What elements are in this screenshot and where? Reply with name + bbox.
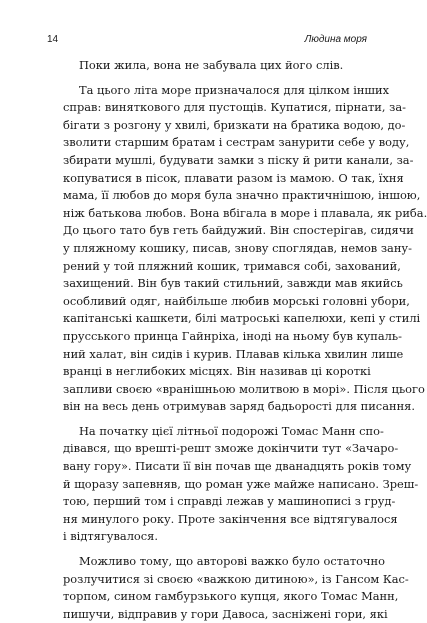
paragraph <box>63 553 409 623</box>
text-line: прусського принца Гайнріха, іноді на ньому був купаль- <box>63 328 402 343</box>
text-line: й щоразу запевняв, що роман уже майже написано. Зреш- <box>63 476 419 491</box>
text-line: копуватися в пісок, плавати разом із мамою. О так, їхня <box>63 170 404 185</box>
body-text <box>63 57 427 623</box>
text-line: дівався, що врешті-решт зможе докінчити тут «Зачаро- <box>63 441 399 456</box>
text-line: тою, перший том і справді лежав у машинописі з груд- <box>63 494 396 509</box>
page-number: 14 <box>47 34 59 45</box>
text-line: рений у той пляжний кошик, тримався собі, захований, <box>63 258 401 273</box>
text-line: захищений. Він був такий стильний, завжди мав якийсь <box>63 276 403 291</box>
text-line: він на весь день отримував заряд бадьорості для писання. <box>63 399 415 414</box>
paragraph <box>63 82 427 416</box>
text-line: На початку цієї літньої подорожі Томас Манн спо- <box>79 423 384 438</box>
text-line: Та цього літа море призначалося для цілком інших <box>79 82 390 97</box>
text-line: пишучи, відправив у гори Давоса, засніжені гори, які <box>63 606 388 621</box>
page-header <box>47 33 367 47</box>
text-line: бігати з розгону у хвилі, бризкати на братика водою, до- <box>63 117 406 132</box>
text-line: особливий одяг, найбільше любив морські головні убори, <box>63 293 410 308</box>
text-line: ня минулого року. Проте закінчення все відтягувалося <box>63 511 398 526</box>
paragraph <box>63 57 368 75</box>
text-line: мама, її любов до моря була значно практичнішою, іншою, <box>63 188 421 203</box>
text-line: вану гору». Писати її він почав ще дванадцять років тому <box>63 459 412 474</box>
text-line: торпом, сином гамбурзького купця, якого Томас Манн, <box>63 589 399 604</box>
text-line: Можливо тому, що авторові важко було остаточно <box>79 554 385 569</box>
running-head: Людина моря <box>304 34 367 45</box>
text-line: вранці в неглибоких місцях. Він називав ці короткі <box>63 364 371 379</box>
paragraph <box>63 423 419 546</box>
text-line: ний халат, він сидів і курив. Плавав кілька хвилин лише <box>63 346 404 361</box>
text-line: у пляжному кошику, писав, знову споглядав, немов зану- <box>63 240 412 255</box>
text-line: запливи своєю «вранішньою молитвою в морі». Після цього <box>63 381 425 396</box>
text-line: Поки жила, вона не забувала цих його слів. <box>79 58 344 72</box>
text-line: До цього тато був геть байдужий. Він спостерігав, сидячи <box>63 223 414 238</box>
text-line: збирати мушлі, будувати замки з піску й рити канали, за- <box>63 152 414 167</box>
text-line: ніж батькова любов. Вона вбігала в море і плавала, як риба. <box>63 205 427 220</box>
text-line: справ: виняткового для пустощів. Купатися, пірнати, за- <box>63 100 406 115</box>
text-line: капітанські кашкети, білі матроські капелюхи, кепі у стилі <box>63 311 421 326</box>
text-line: розлучитися зі своєю «важкою дитиною», із Гансом Кас- <box>63 571 409 586</box>
text-line: і відтягувалося. <box>63 529 158 544</box>
text-line: зволити старшим братам і сестрам занурити себе у воду, <box>63 135 410 150</box>
